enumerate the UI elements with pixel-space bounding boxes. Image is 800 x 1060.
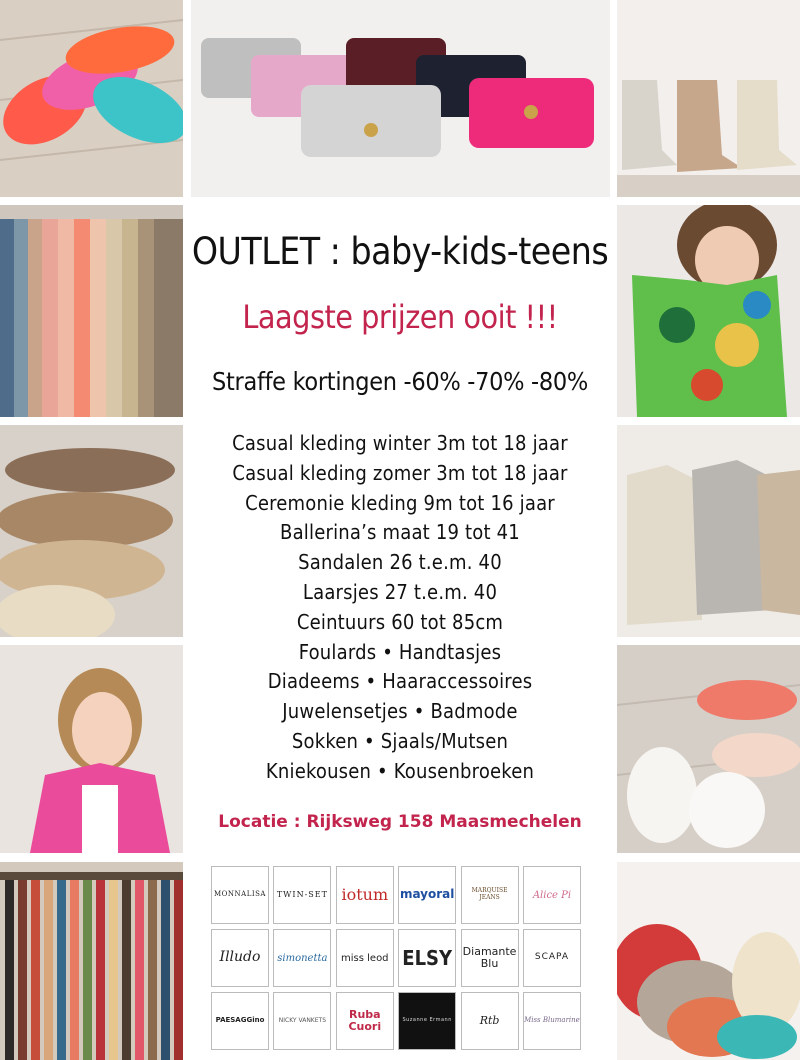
handbags-photo: [191, 0, 610, 197]
brand-logo: iotum: [336, 866, 394, 924]
list-item: Ceremonie kleding 9m tot 16 jaar: [245, 490, 555, 515]
brand-logo: Rtb: [461, 992, 519, 1050]
girl-green-top-photo: [617, 205, 800, 417]
list-item: Foulards • Handtasjes: [298, 639, 502, 664]
brand-logo: Diamante Blu: [461, 929, 519, 987]
list-item: Sandalen 26 t.e.m. 40: [298, 550, 502, 575]
list-item: Casual kleding winter 3m tot 18 jaar: [232, 431, 568, 455]
trousers-rack-photo: [0, 205, 183, 417]
list-item: Kniekousen • Kousenbroeken: [265, 758, 535, 783]
belts-rack-photo: [0, 862, 183, 1060]
brand-logo: Suzanne Ermann: [398, 992, 456, 1050]
brand-logo: NICKY VANKETS: [273, 992, 331, 1050]
brand-logo: SCAPA: [523, 929, 581, 987]
discounts: Straffe kortingen -60% -70% -80%: [212, 367, 588, 396]
leather-jackets-photo: [617, 425, 800, 637]
list-item: Ceintuurs 60 tot 85cm: [296, 609, 504, 634]
ankle-boots-photo: [617, 0, 800, 197]
list-item: Sokken • Sjaals/Mutsen: [291, 728, 509, 753]
ballerina-shoes-photo: [0, 0, 183, 197]
brand-logo: MONNALISA: [211, 866, 269, 924]
brand-logo: miss leod: [336, 929, 394, 987]
brand-logo: Illudo: [211, 929, 269, 987]
brand-logo: Alice Pi: [523, 866, 581, 924]
sandals-photo: [617, 645, 800, 853]
brand-logo: ELSY: [398, 929, 456, 987]
brand-logo: simonetta: [273, 929, 331, 987]
list-item: Laarsjes 27 t.e.m. 40: [302, 579, 498, 604]
girl-pink-jacket-photo: [0, 645, 183, 853]
bow-shoes-photo: [0, 425, 183, 637]
brand-logo: mayoral: [398, 866, 456, 924]
location-text: Locatie : Rijksweg 158 Maasmechelen: [218, 812, 582, 832]
brand-logo: TWIN-SET: [273, 866, 331, 924]
subheadline: Laagste prijzen ooit !!!: [242, 298, 558, 336]
item-list: [188, 429, 612, 787]
brand-logo: MARQUISE JEANS: [461, 866, 519, 924]
headbands-photo: [617, 862, 800, 1060]
brand-logo: Ruba Cuori: [336, 992, 394, 1050]
list-item: Juwelensetjes • Badmode: [282, 699, 518, 724]
brand-logo: Miss Blumarine: [523, 992, 581, 1050]
list-item: Diadeems • Haaraccessoires: [267, 669, 533, 694]
brand-logo: PAESAGGino: [211, 992, 269, 1050]
headline: OUTLET : baby-kids-teens: [191, 230, 609, 273]
list-item: Casual kleding zomer 3m tot 18 jaar: [232, 460, 568, 485]
brand-logos-grid: [211, 866, 591, 1050]
list-item: Ballerina’s maat 19 tot 41: [280, 520, 520, 545]
